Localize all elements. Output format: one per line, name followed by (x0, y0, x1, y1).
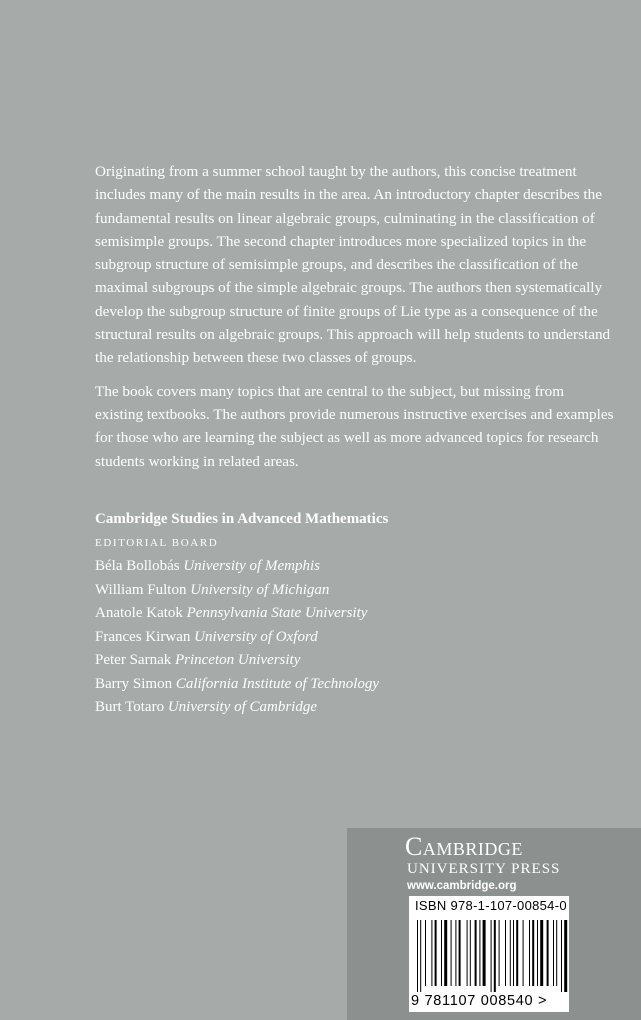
barcode-bar (417, 920, 418, 992)
publisher-name: Cambridge (405, 832, 523, 861)
blurb-paragraph-2: The book covers many topics that are central to the subject, but missing from existing textbooks. The authors provide numerous instructive exercises and examples for those who are learning the subject as well as more advanced topics for research students working in related areas. (95, 382, 614, 470)
barcode-bar (510, 920, 511, 986)
board-member (95, 555, 595, 579)
barcode-bar (529, 920, 530, 986)
barcode-bar (431, 920, 432, 986)
member-name: Barry Simon (95, 675, 173, 692)
board-member (95, 579, 595, 603)
barcode-digits: 9 781107 008540 > (411, 993, 548, 1009)
barcode-bar (441, 920, 442, 986)
isbn-label: ISBN 978-1-107-00854-0 (415, 898, 567, 913)
barcode-bar (494, 920, 496, 992)
barcode-bar (467, 920, 468, 986)
barcode-bar (475, 920, 477, 986)
member-name: Burt Totaro (95, 699, 165, 715)
board-member (95, 649, 595, 673)
member-affiliation: University of Michigan (190, 581, 330, 598)
board-member (95, 602, 595, 626)
barcode-bar (537, 920, 538, 986)
member-affiliation: University of Cambridge (167, 699, 317, 715)
member-affiliation: University of Oxford (194, 628, 318, 645)
barcode-bar (540, 920, 543, 986)
barcode-bar (425, 920, 426, 986)
member-name: Peter Sarnak (95, 652, 172, 668)
member-name: William Fulton (95, 581, 187, 598)
barcode-bar (556, 920, 557, 986)
member-affiliation: Pennsylvania State University (186, 605, 368, 621)
barcode-bar (451, 920, 452, 986)
barcode-bar (553, 920, 554, 986)
member-affiliation: Princeton University (174, 652, 301, 668)
barcode-bar (491, 920, 492, 992)
barcode-icon (409, 918, 569, 992)
board-member (95, 673, 595, 697)
barcode-bar (444, 920, 447, 986)
barcode-bar (547, 920, 549, 986)
publisher-box (347, 828, 641, 1020)
editorial-board-label: EDITORIAL BOARD (95, 537, 219, 549)
barcode-bar (470, 920, 471, 986)
barcode-bar (483, 920, 486, 986)
series-info (95, 509, 595, 720)
barcode-bar (564, 920, 567, 992)
barcode-bar (523, 920, 524, 986)
publisher-url: www.cambridge.org (407, 880, 517, 892)
board-member (95, 626, 595, 650)
barcode-bar (513, 920, 514, 986)
blurb (95, 160, 615, 483)
barcode-bar (532, 920, 534, 986)
barcode-bar (435, 920, 437, 986)
blurb-paragraph-1: Originating from a summer school taught by the authors, this concise treatment includes many of the main results in the area. An introductory chapter describes the fundamental results on linear algebraic groups, culminating in the classification of semisimple groups. The second chapter introduces more specialized topics in the subgroup structure of semisimple groups, and describes the classification of the maximal subgroups of the simple algebraic groups. The authors then systematically develop the subgroup structure of finite groups of Lie type as a consequence of the structural results on algebraic groups. This approach will help students to understand the relationship between these two classes of groups. (95, 163, 611, 367)
barcode-bar (420, 920, 421, 992)
publisher-press: UNIVERSITY PRESS (407, 861, 561, 877)
barcode-bar (499, 920, 500, 986)
member-affiliation: University of Memphis (183, 558, 320, 574)
barcode-bar (561, 920, 562, 992)
series-title: Cambridge Studies in Advanced Mathematics (95, 511, 389, 527)
barcode-bar (479, 920, 480, 986)
member-name: Frances Kirwan (95, 628, 191, 645)
member-name: Béla Bollobás (95, 558, 180, 574)
barcode-bar (459, 920, 461, 986)
barcode-bar (516, 920, 518, 986)
barcode-bar (455, 920, 456, 986)
barcode-bar (505, 920, 506, 986)
barcode-panel (409, 896, 569, 1012)
member-affiliation: California Institute of Technology (175, 675, 380, 692)
member-name: Anatole Katok (95, 605, 183, 621)
board-member (95, 696, 595, 720)
